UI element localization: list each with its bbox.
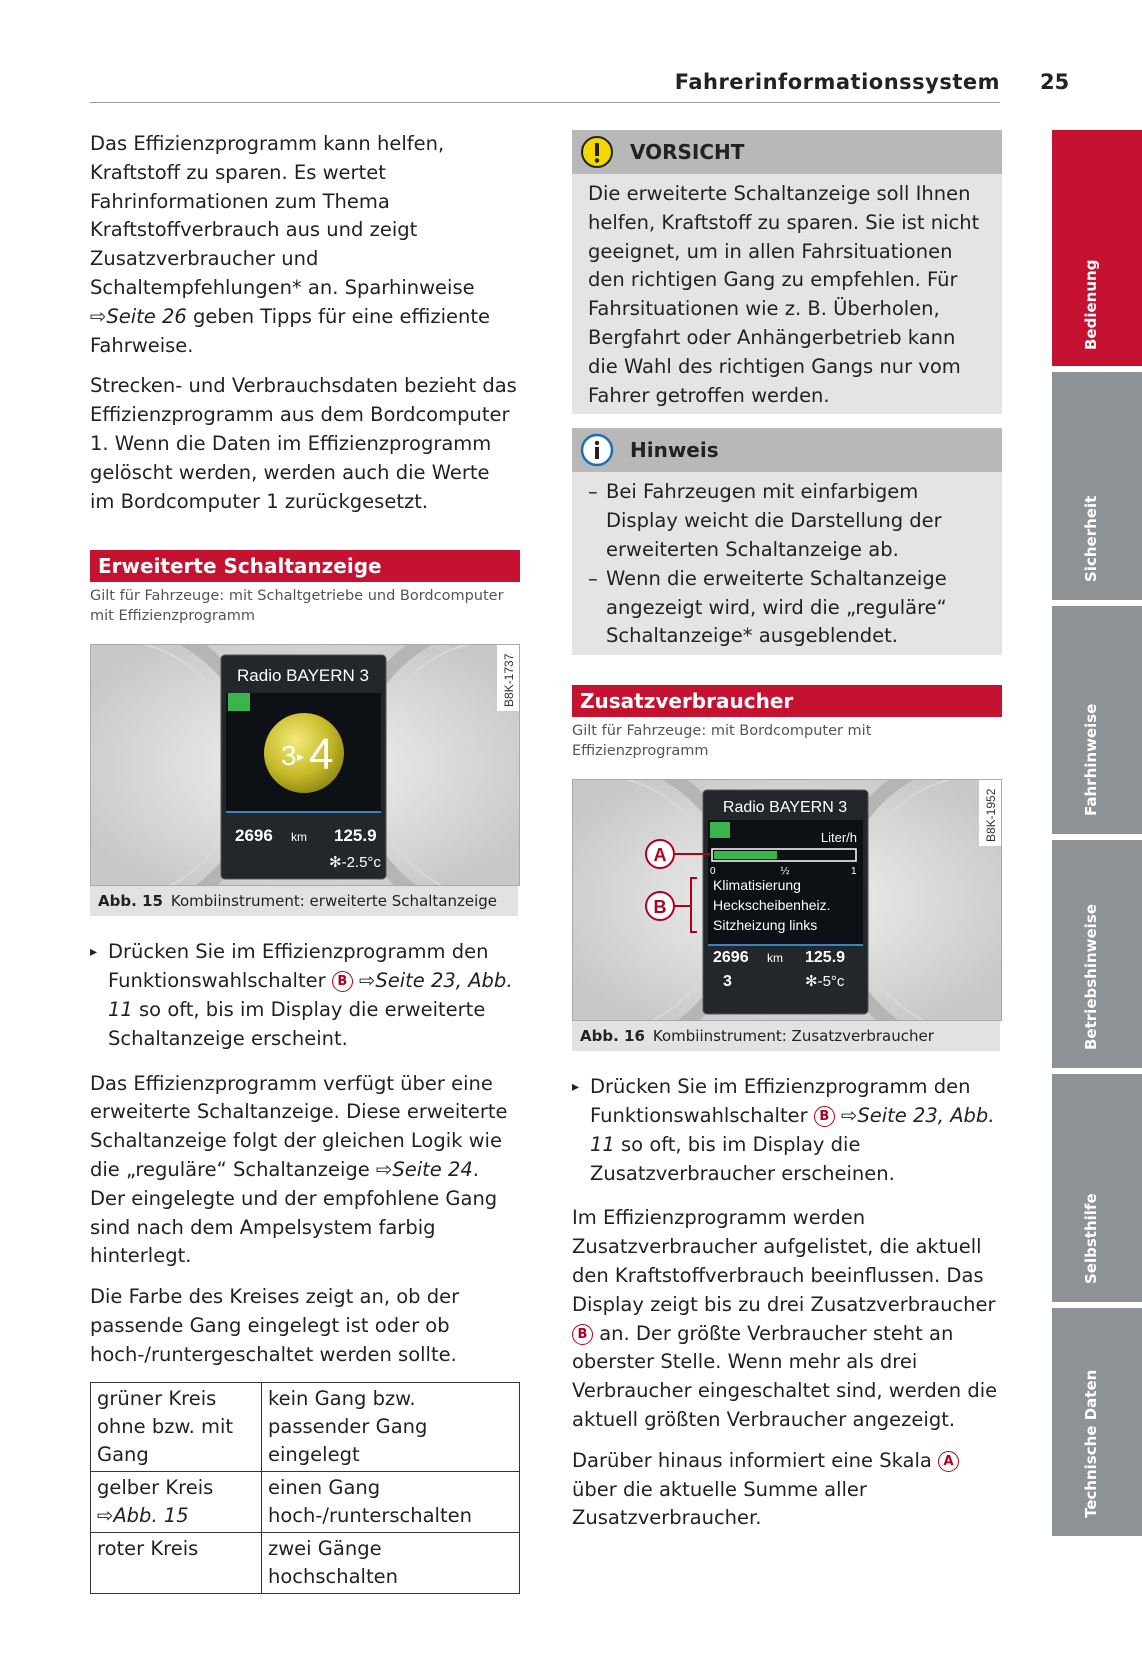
instruction-step: ▸ Drücken Sie im Effizienzprogramm den Funktionswahlschalter B ⇨Seite 23, Abb. 11 so oft, bis im Display die Zusatzverbraucher erscheinen. [572, 1073, 1002, 1188]
page-ref-link[interactable]: Seite 23, [857, 1103, 945, 1127]
caution-text: Die erweiterte Schaltanzeige soll Ihnen helfen, Kraftstoff zu sparen. Sie ist nicht geeignet, um in allen Fahrsituationen den richtigen Gang zu empfehlen. Für Fahrsituationen wie z. B. Überholen, Bergfahrt oder Anhängerbetrieb kann die Wahl des richtigen Gangs nur vom Fahrer getroffen werden. [588, 182, 980, 407]
color-paragraph: Die Farbe des Kreises zeigt an, ob der passende Gang eingelegt ist oder ob hoch-/runtergeschaltet werden sollte. [90, 1285, 460, 1366]
marker-a: A [938, 1451, 959, 1472]
table-cell: zwei Gänge hochschalten [262, 1532, 520, 1593]
data-source-paragraph: Strecken- und Verbrauchsdaten bezieht das Effizienzprogramm aus dem Bordcomputer 1. Wenn die Daten im Effizienzprogramm gelöscht werden, werden auch die Werte im Bordcomputer 1 zurückgesetzt. [90, 374, 517, 513]
scale-paragraph: Darüber hinaus informiert eine Skala A über die aktuelle Summe aller Zusatzverbraucher. [572, 1447, 1002, 1533]
tab-betriebshinweise[interactable]: Betriebshinweise [1052, 840, 1142, 1068]
note-header [572, 428, 1002, 472]
scale-one: 1 [851, 866, 857, 878]
consumer-2: Heckscheibenheiz. [713, 897, 831, 914]
page-number: 25 [1040, 70, 1070, 94]
caution-header [572, 130, 1002, 174]
list-item: – Wenn die erweiterte Schaltanzeige angezeigt wird, wird die „reguläre“ Schaltanzeige* ausgeblendet. [588, 565, 990, 651]
color-legend-table [90, 1382, 520, 1594]
section-heading-schaltanzeige: Erweiterte Schaltanzeige [90, 550, 520, 582]
figure-15 [90, 644, 520, 886]
marker-a: A [653, 845, 667, 866]
tab-selbsthilfe[interactable]: Selbsthilfe [1052, 1074, 1142, 1302]
trip-value: 125.9 [334, 826, 377, 846]
instruction-step: ▸ Drücken Sie im Effizienzprogramm den Funktionswahlschalter B ⇨Seite 23, Abb. 11 so oft, bis im Display die erweiterte Schaltanzeige erscheint. [90, 938, 520, 1053]
tab-bedienung[interactable]: Bedienung [1052, 130, 1142, 366]
table-row [91, 1532, 520, 1593]
radio-station-label: Radio BAYERN 3 [237, 666, 369, 686]
outside-temp: ✻-5°c [805, 973, 845, 991]
page-ref-link[interactable]: Seite 23, [375, 969, 463, 993]
page-ref-link[interactable]: Seite 24 [392, 1157, 473, 1181]
table-cell: einen Gang hoch-/runterschalten [262, 1471, 520, 1532]
km-unit: km [291, 830, 307, 845]
scale-half: ½ [780, 866, 790, 878]
right-column [572, 130, 1002, 1545]
marker-b: B [653, 897, 667, 918]
header-rule [90, 102, 1000, 103]
figure-ref-link[interactable]: Abb. 11 [108, 969, 513, 1021]
cluster-illustration-16 [573, 780, 1001, 1020]
scale-zero: 0 [710, 866, 716, 878]
warning-icon [580, 135, 614, 169]
cluster-illustration-15 [91, 645, 519, 885]
figure-ref-link[interactable]: Abb. 11 [590, 1103, 995, 1156]
figure-16-caption: Abb. 16 Kombiinstrument: Zusatzverbraucher [572, 1021, 1000, 1051]
info-icon [580, 433, 614, 467]
section-applicability: Gilt für Fahrzeuge: mit Schaltgetriebe und Bordcomputer mit Effizienzprogramm [90, 588, 504, 625]
list-item: – Bei Fahrzeugen mit einfarbigem Display weicht die Darstellung der erweiterten Schaltanzeige ab. [588, 478, 990, 564]
current-gear: 3 [723, 973, 732, 991]
figure-ref-link[interactable]: Abb. 15 [113, 1503, 189, 1527]
page-ref-link[interactable]: Seite 26 [106, 304, 187, 328]
gear-recommended: 4 [309, 730, 334, 780]
marker-b: B [572, 1324, 593, 1345]
unit-label: Liter/h [820, 830, 857, 846]
figure-16 [572, 779, 1002, 1021]
figure-code: B8K-1952 [984, 788, 998, 843]
radio-station-label: Radio BAYERN 3 [722, 799, 848, 817]
table-cell: roter Kreis [91, 1532, 262, 1593]
note-box [572, 428, 1002, 655]
table-cell: kein Gang bzw. passender Gang eingelegt [262, 1382, 520, 1471]
consumer-3: Sitzheizung links [713, 917, 818, 934]
note-title: Hinweis [630, 438, 719, 463]
table-row [91, 1382, 520, 1471]
consumer-1: Klimatisierung [713, 877, 801, 894]
tab-sicherheit[interactable]: Sicherheit [1052, 372, 1142, 600]
outside-temp: ✻-2.5°c [329, 854, 381, 872]
table-row [91, 1471, 520, 1532]
consumers-paragraph: Im Effizienzprogramm werden Zusatzverbraucher aufgelistet, die aktuell den Kraftstoffverbrauch beeinflussen. Das Display zeigt bis zu drei Zusatzverbraucher B an. Der größte Verbraucher steht an oberster Stelle. Wenn mehr als drei Verbraucher eingeschaltet sind, werden die aktuell größten Verbraucher angezeigt. [572, 1206, 998, 1431]
figure-code: B8K-1737 [502, 653, 516, 708]
tab-fahrhinweise[interactable]: Fahrhinweise [1052, 606, 1142, 834]
km-unit: km [767, 951, 783, 966]
gear-current: 3 [281, 740, 297, 772]
caution-title: VORSICHT [630, 140, 745, 164]
logic-paragraph: Das Effizienzprogramm verfügt über eine erweiterte Schaltanzeige. Diese erweiterte Schaltanzeige folgt der gleichen Logik wie die „reguläre“ Schaltanzeige ⇨Seite 24. Der eingelegte und der empfohlene Gang sind nach dem Ampelsystem farbig hinterlegt. [90, 1071, 508, 1268]
table-cell: grüner Kreis ohne bzw. mit Gang [91, 1382, 262, 1471]
marker-b: B [814, 1106, 835, 1127]
tab-technische-daten[interactable]: Technische Daten [1052, 1308, 1142, 1536]
section-applicability: Gilt für Fahrzeuge: mit Bordcomputer mit Effizienzprogramm [572, 723, 872, 760]
left-column [90, 130, 520, 1594]
running-header: Fahrerinformationssystem [674, 70, 1000, 94]
figure-15-caption: Abb. 15 Kombiinstrument: erweiterte Schaltanzeige [90, 886, 518, 916]
trip-value: 125.9 [805, 949, 846, 967]
consumer-scale-fill [714, 851, 777, 859]
marker-b: B [332, 971, 353, 992]
gear-arrow-icon: ▸ [297, 749, 305, 766]
section-heading-zusatzverbraucher: Zusatzverbraucher [572, 685, 1002, 717]
note-body [572, 472, 1002, 655]
table-cell: gelber Kreis ⇨Abb. 15 [91, 1471, 262, 1532]
caution-box [572, 130, 1002, 414]
intro-paragraph: Das Effizienzprogramm kann helfen, Kraftstoff zu sparen. Es wertet Fahrinformationen zum Thema Kraftstoffverbrauch aus und zeigt Zusatzverbraucher und Schaltempfehlungen* an. Sparhinweise ⇨Seite 26 geben Tipps für eine effiziente Fahrweise. [90, 132, 491, 357]
odometer-value: 2696 [235, 826, 273, 846]
odometer-value: 2696 [713, 949, 749, 967]
